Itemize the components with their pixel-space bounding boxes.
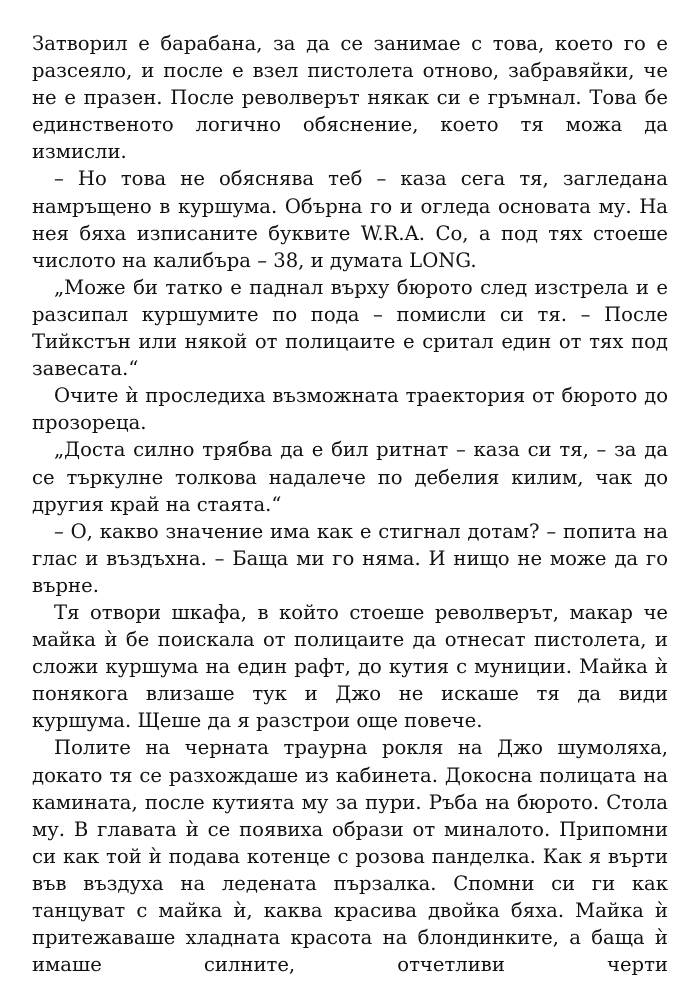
paragraph-5: „Доста силно трябва да е бил ритнат – каза си тя, – за да се търкулне толкова надалече по дебелия килим, чак до другия край на стаята.“ [32,438,668,516]
paragraph-8: Полите на черната траурна рокля на Джо шумоляха, докато тя се разхождаше из кабинета. Докосна полицата на камината, после кутията му за пури. Ръба на бюрото. Стола му. В главата ѝ се появиха образи от миналото. Припомни си как той ѝ подава котенце с розова панделка. Как я върти във въздуха на ледената пързалка. Спомни си ги как танцуват с майка ѝ, каква красива двойка бяха. Майка ѝ притежаваше хладната красота на блондинките, а баща ѝ имаше силните, отчетливи черти [32,736,668,977]
paragraph-7: Тя отвори шкафа, в който стоеше револверът, макар че майка ѝ бе поискала от полицаите да отнесат пистолета, и сложи куршума на един рафт, до кутия с муниции. Майка ѝ понякога влизаше тук и Джо не искаше тя да види куршума. Щеше да я разстрои още повече. [32,600,668,733]
paragraph-2: – Но това не обяснява теб – каза сега тя, загледана намръщено в куршума. Обърна го и огледа основата му. На нея бяха изписаните буквите W.R.A. Co, а под тях стоеше числото на калибъра – 38, и думата LONG. [32,167,668,272]
paragraph-3: „Може би татко е паднал върху бюрото след изстрела и е разсипал куршумите по пода – помисли си тя. – После Тийкстън или някой от полицаите е сритал един от тях под завесата.“ [32,275,668,381]
paragraph-4: Очите ѝ проследиха възможната траектория от бюрото до прозореца. [32,384,668,435]
paragraph-1: Затворил е барабана, за да се занимае с това, което го е разсеяло, и после е взел пистолета отново, забравяйки, че не е празен. После револверът някак си е гръмнал. Това бе единственото логично обяснение, което тя можа да измисли. [32,32,668,164]
paragraph-6: – О, какво значение има как е стигнал дотам? – попита на глас и въздъхна. – Баща ми го няма. И нищо не може да го върне. [32,519,668,597]
